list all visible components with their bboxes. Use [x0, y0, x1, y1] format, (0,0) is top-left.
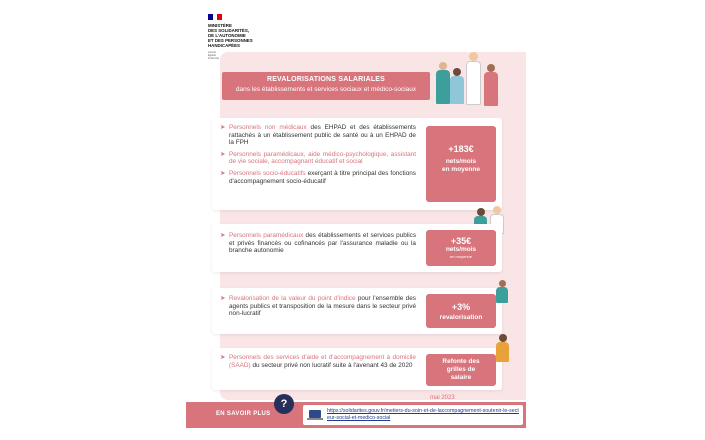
- list-item: ➤ Revalorisation de la valeur du point d'indice pour l'ensemble des agents publics et transposition de la mesure dans le secteur privé non-lucratif: [220, 295, 416, 318]
- ministry-name: MINISTÈRE DES SOLIDARITÉS, DE L'AUTONOMIE ET DES PERSONNES HANDICAPÉES: [208, 23, 253, 48]
- republic-flag-icon: [208, 14, 222, 20]
- worker-illustration: [496, 280, 510, 304]
- laptop-icon: [309, 410, 321, 418]
- amount-badge-2: +35€ nets/mois en moyenne: [426, 230, 496, 266]
- percent-badge: +3% revalorisation: [426, 294, 496, 328]
- list-item: ➤ Personnels socio-éducatifs exerçant à titre principal des fonctions d'accompagnement socio-éducatif: [220, 169, 417, 185]
- publication-date: mai 2023: [430, 395, 455, 401]
- arrow-right-icon: ➤: [220, 232, 226, 239]
- arrow-right-icon: ➤: [220, 354, 226, 361]
- page-title: REVALORISATIONS SALARIALES: [266, 76, 386, 83]
- link-box: [303, 405, 523, 425]
- learn-more-label: EN SAVOIR PLUS: [216, 411, 271, 417]
- page-title-banner: [222, 72, 430, 100]
- info-link[interactable]: https://solidarites.gouv.fr/metiers-du-soin-et-de-laccompagnement-soutenir-le-secteur-social-et-medico-social: [327, 408, 519, 421]
- amount-badge-1: +183€ nets/mois en moyenne: [426, 126, 496, 202]
- list-item: ➤ Personnels non médicaux des EHPAD et des établissements rattachés à un établissement public de santé ou à un EHPAD de la FPH: [220, 124, 416, 147]
- page-subtitle: dans les établissements et services sociaux et médico-sociaux: [235, 86, 417, 93]
- arrow-right-icon: ➤: [220, 169, 226, 177]
- arrow-right-icon: ➤: [220, 150, 226, 158]
- home-care-worker-illustration: [496, 334, 512, 362]
- list-item: ➤ Personnels paramédicaux, aide médico-psychologique, assistant de vie sociale, accompagnant éducatif et social: [220, 150, 416, 166]
- care-workers-illustration: [434, 48, 504, 110]
- question-mark-icon: ?: [274, 394, 294, 414]
- arrow-right-icon: ➤: [220, 124, 226, 131]
- republic-motto: Liberté Égalité Fraternité: [208, 51, 220, 60]
- list-item: ➤ Personnels paramédicaux des établissements et services publics et privés financés ou cofinancés par l'assurance maladie ou la branche autonomie: [220, 232, 417, 255]
- arrow-right-icon: ➤: [220, 295, 226, 302]
- list-item: ➤ Personnels des services d'aide et d'accompagnement à domicile (SAAD) du secteur privé non lucratif suite à l'avenant 43 de 2020: [220, 354, 416, 369]
- grid-reform-badge: Refonte des grilles de salaire: [426, 354, 496, 386]
- infographic-page: [186, 0, 526, 440]
